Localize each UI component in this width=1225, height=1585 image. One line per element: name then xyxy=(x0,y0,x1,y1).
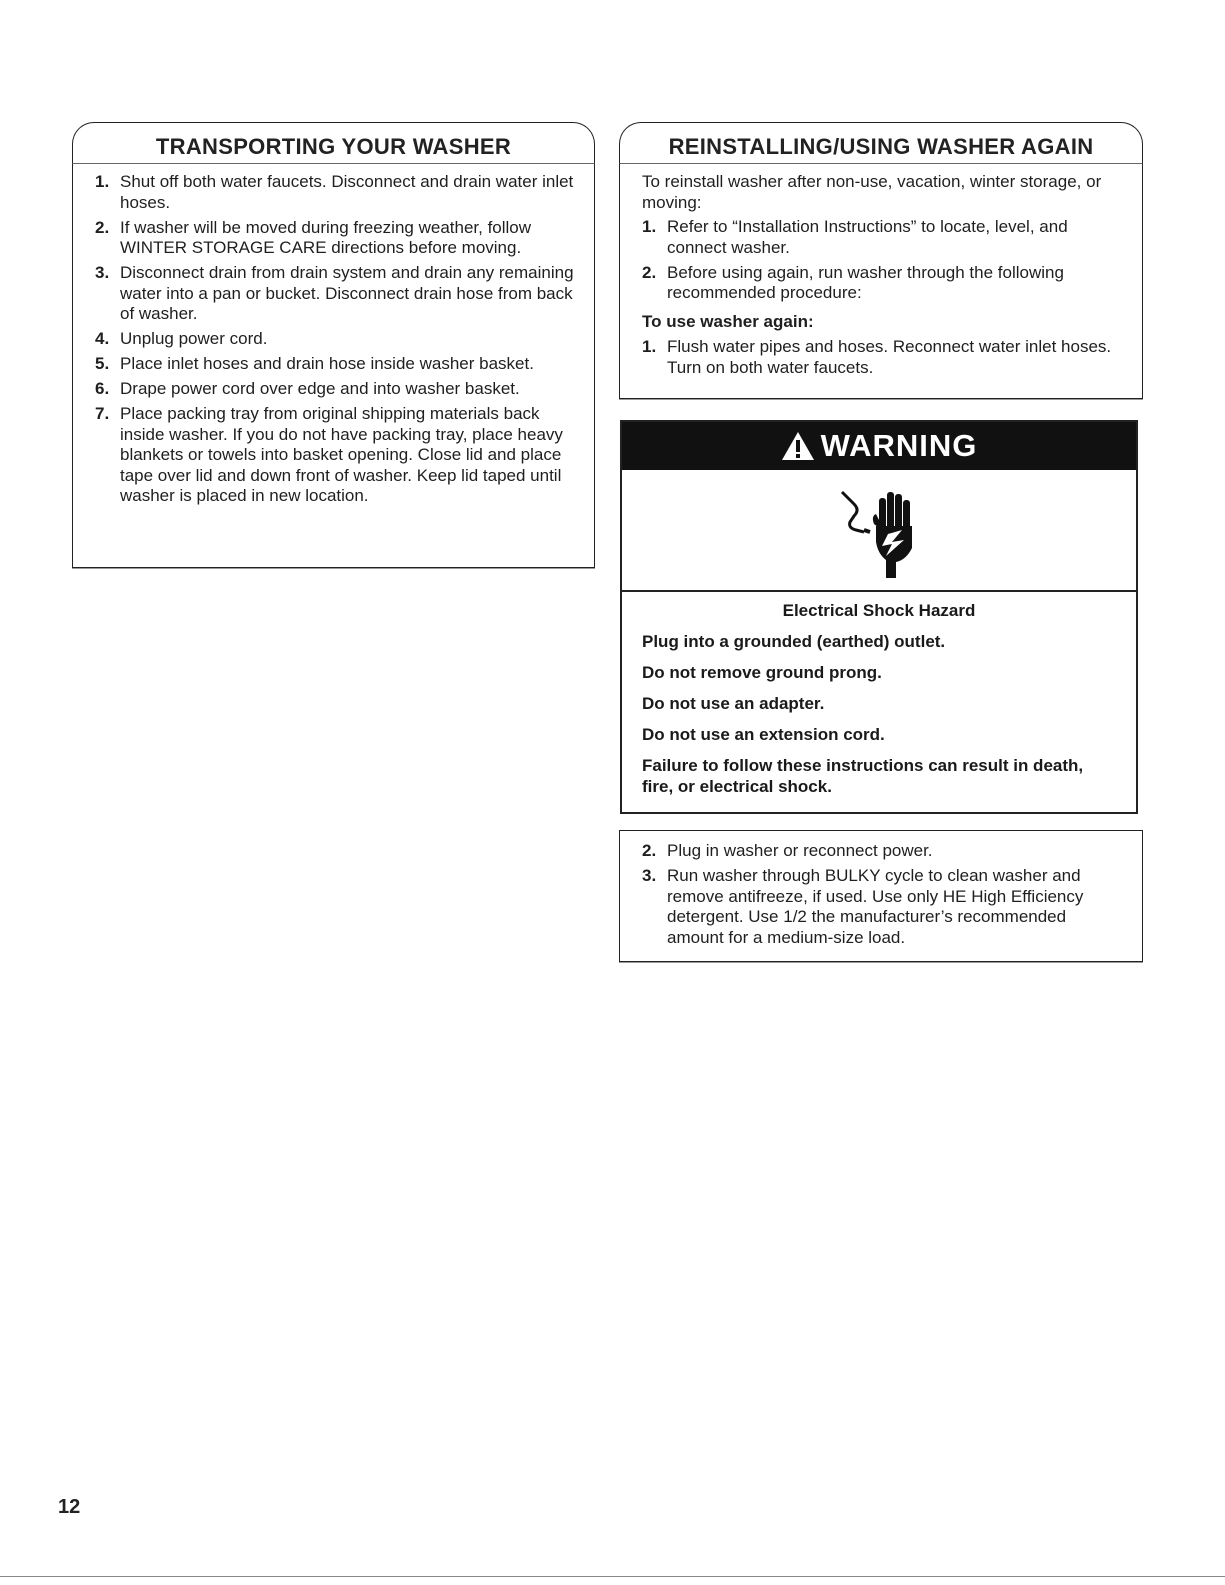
warning-box xyxy=(620,420,1138,814)
reinstall-title: REINSTALLING/USING WASHER AGAIN xyxy=(619,122,1143,163)
list-item: 1. Refer to “Installation Instructions” to locate, level, and connect washer. xyxy=(642,217,1068,257)
warning-text xyxy=(622,592,1136,807)
reinstall-body xyxy=(619,163,1143,399)
warning-header xyxy=(622,422,1136,470)
continued-steps xyxy=(642,841,1124,948)
page-number: 12 xyxy=(58,1496,81,1518)
warning-icon-area xyxy=(622,470,1136,592)
list-item: 5. Place inlet hoses and drain hose inside washer basket. xyxy=(95,354,534,373)
transport-steps xyxy=(95,172,576,507)
list-item: 6. Drape power cord over edge and into washer basket. xyxy=(95,379,520,398)
hazard-title: Electrical Shock Hazard xyxy=(782,601,976,620)
list-item: 2. Plug in washer or reconnect power. xyxy=(642,841,933,860)
warning-triangle-icon xyxy=(781,431,815,461)
list-item: 2. Before using again, run washer through the following recommended procedure: xyxy=(642,262,1064,302)
reinstall-intro: To reinstall washer after non-use, vacation, winter storage, or moving: xyxy=(642,172,1102,212)
list-item: 2. If washer will be moved during freezing weather, follow WINTER STORAGE CARE directions before moving. xyxy=(95,217,532,257)
reinstall-section xyxy=(619,122,1143,399)
transport-body xyxy=(72,163,595,568)
reinstall-steps xyxy=(642,217,1124,304)
continued-steps-box xyxy=(619,830,1143,962)
warning-line: Plug into a grounded (earthed) outlet. xyxy=(642,632,946,651)
warning-label: WARNING xyxy=(820,428,978,463)
warning-line: Do not use an adapter. xyxy=(642,694,825,713)
list-item: 7. Place packing tray from original shipping materials back inside washer. If you do not have packing tray, place heavy blankets or towels into basket opening. Close lid and place tape over lid and down front of washer. Keep lid taped until washer is placed in new location. xyxy=(95,404,563,505)
list-item: 1. Flush water pipes and hoses. Reconnect water inlet hoses. Turn on both water faucets. xyxy=(642,337,1112,377)
list-item: 4. Unplug power cord. xyxy=(95,329,268,348)
warning-line: Failure to follow these instructions can result in death, fire, or electrical shock. xyxy=(642,756,1084,796)
use-again-steps xyxy=(642,337,1124,378)
transport-section xyxy=(72,122,595,568)
transport-title: TRANSPORTING YOUR WASHER xyxy=(72,122,595,163)
use-again-subhead: To use washer again: xyxy=(642,311,814,331)
list-item: 3. Run washer through BULKY cycle to clean washer and remove antifreeze, if used. Use only HE High Efficiency detergent. Use 1/2 the manufacturer’s recommended amount for a medium-size load. xyxy=(642,866,1084,947)
list-item: 3. Disconnect drain from drain system and drain any remaining water into a pan or bucket. Disconnect drain hose from back of washer. xyxy=(95,263,574,323)
warning-line: Do not use an extension cord. xyxy=(642,725,885,744)
warning-line: Do not remove ground prong. xyxy=(642,663,882,682)
continued-body xyxy=(619,830,1143,962)
electrical-shock-hand-icon xyxy=(824,480,934,580)
list-item: 1. Shut off both water faucets. Disconnect and drain water inlet hoses. xyxy=(95,172,574,212)
bottom-rule xyxy=(0,1576,1225,1577)
